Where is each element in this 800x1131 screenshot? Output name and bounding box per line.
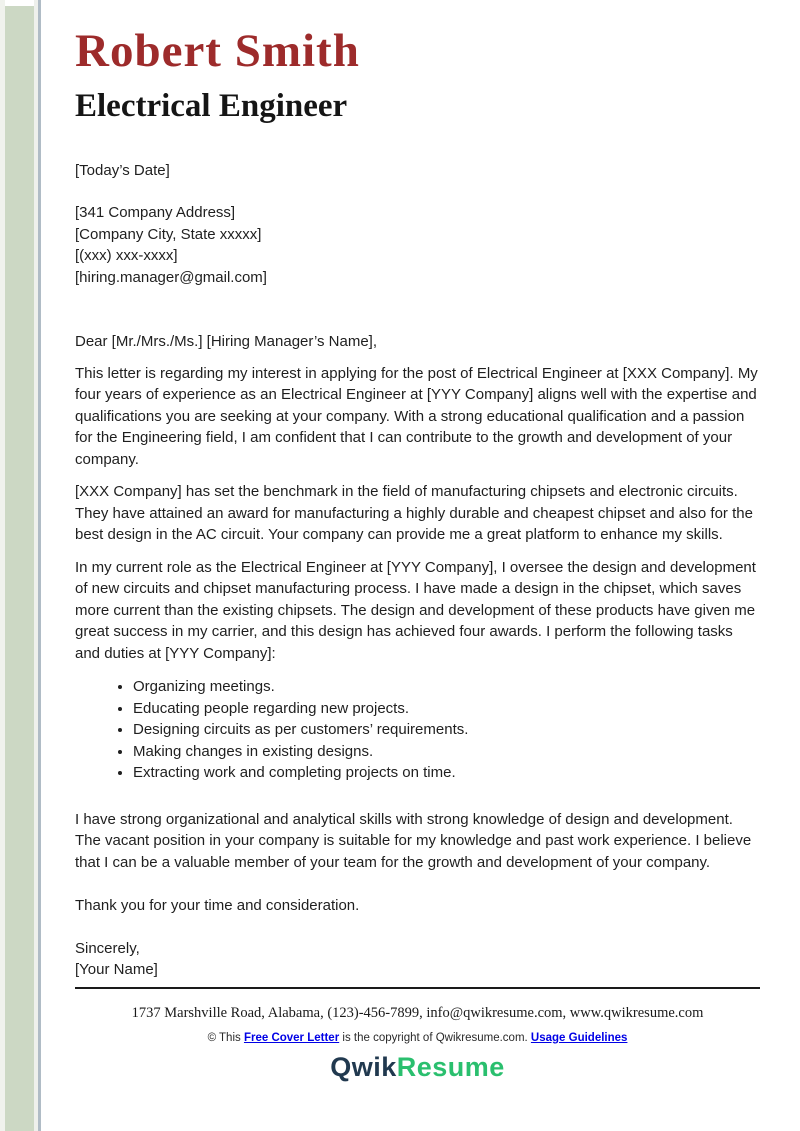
salutation: Dear [Mr./Mrs./Ms.] [Hiring Manager’s Name], [75,333,378,351]
copyright-prefix: © This [207,1031,244,1044]
list-item: • Extracting work and completing projects on time. [133,762,760,784]
recipient-address-block [75,202,760,288]
footer-contact-line: 1737 Marshville Road, Alabama, (123)-456-7899, info@qwikresume.com, www.qwikresume.com [131,1004,704,1021]
qwikresume-logo [75,1052,760,1083]
address-line: [Company City, State xxxxx] [75,225,262,243]
list-item: • Educating people regarding new projects. [133,698,760,720]
duties-list [75,676,760,784]
free-cover-letter-link[interactable]: Free Cover Letter [243,1031,340,1044]
applicant-name: Robert Smith [75,25,360,77]
list-item: • Making changes in existing designs. [133,741,760,763]
copyright-middle: is the copyright of Qwikresume.com. [339,1031,531,1044]
paragraph-thanks: Thank you for your time and consideration. [75,897,360,915]
address-line: [(xxx) xxx-xxxx] [75,247,178,265]
footer-divider-rule [75,987,760,989]
usage-guidelines-link[interactable]: Usage Guidelines [530,1031,628,1044]
signoff-sincerely: Sincerely, [75,939,140,957]
letter-content [75,0,760,1083]
signoff-name-placeholder: [Your Name] [75,961,158,979]
left-edge-green-strip [5,6,34,1131]
date-placeholder: [Today’s Date] [75,161,170,179]
address-line: [341 Company Address] [75,204,236,222]
applicant-job-title: Electrical Engineer [75,87,348,124]
paragraph-intro: This letter is regarding my interest in applying for the post of Electrical Engineer at [XXX Company]. My four years of experience as an Electrical Engineer at [YYY Company] aligns well with the expertise and qualifications you are seeking at your company. With a strong educational qualification and a passion for the Engineering field, I am confident that I can contribute to the growth and development of your company. [75,364,758,468]
signoff-block [75,938,760,981]
list-item: • Organizing meetings. [133,676,760,698]
footer-copyright-line [75,1032,760,1044]
logo-text-qwik: Qwik [330,1051,397,1082]
list-item: • Designing circuits as per customers’ requirements. [133,719,760,741]
logo-text-resume: Resume [396,1051,505,1082]
paragraph-current-role: In my current role as the Electrical Engineer at [YYY Company], I oversee the design and development of new circuits and chipset manufacturing process. I have made a design in the chipset, which saves more current than the existing chipsets. The design and development of these products have given me great success in my carrier, and this design has achieved four awards. I perform the following tasks and duties at [YYY Company]: [75,558,756,662]
left-edge-divider-line [38,0,41,1131]
address-line: [hiring.manager@gmail.com] [75,268,267,286]
paragraph-company: [XXX Company] has set the benchmark in the field of manufacturing chipsets and electronic circuits. They have attained an award for manufacturing a highly durable and cheapest chipset and also for the best design in the AC circuit. Your company can provide me a great platform to enhance my skills. [75,483,753,544]
paragraph-skills: I have strong organizational and analytical skills with strong knowledge of design and development. The vacant position in your company is suitable for my knowledge and past work experience. I believe that I can be a valuable member of your team for the growth and development of your company. [75,810,752,871]
